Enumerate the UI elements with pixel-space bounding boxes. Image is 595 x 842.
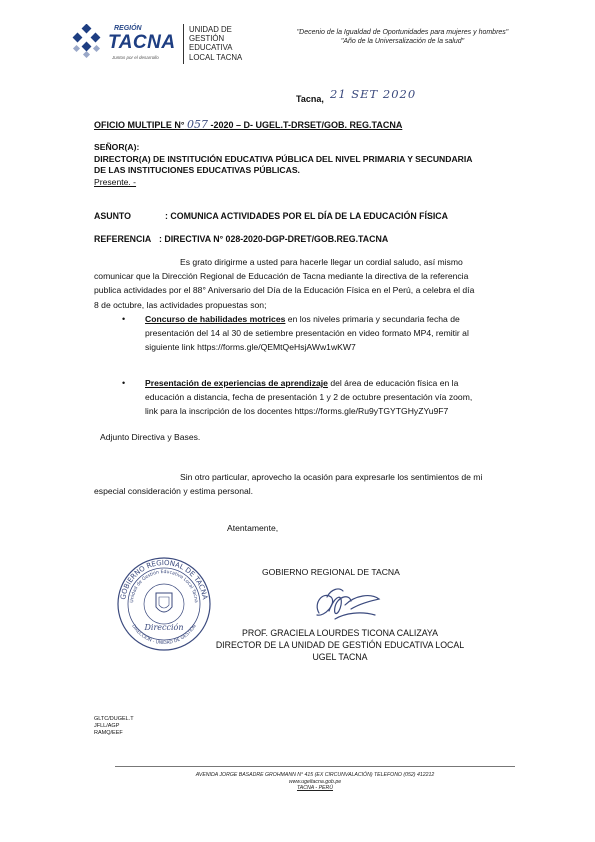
footer xyxy=(115,772,515,792)
bullet-2-title: Presentación de experiencias de aprendizaje xyxy=(145,378,328,388)
motto xyxy=(280,28,525,46)
signature-icon xyxy=(305,583,385,628)
footer-divider xyxy=(115,766,515,767)
bullet-1-line-3: siguiente link https://forms.gle/QEMtQeHsjAWw1wKW7 xyxy=(145,342,356,353)
date-stamp: 21 SET 2020 xyxy=(330,87,417,101)
addressee-line-2: DE LAS INSTITUCIONES EDUCATIVAS PÚBLICAS. xyxy=(94,165,300,175)
region-logo-icon xyxy=(70,24,104,58)
signoff-block xyxy=(195,627,485,663)
brand-slogan: Juntos por el desarrollo xyxy=(112,55,159,60)
bullet-2-line-1 xyxy=(145,376,515,390)
intro-line-1: Es grato dirigirme a usted para hacerle llegar un cordial saludo, así mismo xyxy=(180,257,463,267)
region-label: REGIÓN xyxy=(114,25,142,32)
signer-name: PROF. GRACIELA LOURDES TICONA CALIZAYA xyxy=(241,628,439,638)
seal-bottom-text: DIRECCIÓN - UNIDAD DE GESTIÓN xyxy=(130,623,198,647)
title-number: 057 xyxy=(186,118,208,131)
unit-line: EDUCATIVA xyxy=(189,43,233,53)
bullet-1-line-2: presentación del 14 al 30 de setiembre presentación en video formato MP4, remitir al xyxy=(145,328,469,339)
footer-web: www.ugeltacna.gob.pe xyxy=(288,778,342,785)
signoff-org: GOBIERNO REGIONAL DE TACNA xyxy=(262,567,400,577)
bullet-1-text: en los niveles primaria y secundaria fecha de xyxy=(285,314,460,324)
signer-role-2: UGEL TACNA xyxy=(312,652,368,662)
bullet-item-1 xyxy=(145,312,515,355)
motto-line-1: "Decenio de la Igualdad de Oportunidades para mujeres y hombres" xyxy=(296,29,509,36)
bullet-dot: • xyxy=(122,314,126,324)
seal-outer-text: GOBIERNO REGIONAL DE TACNA xyxy=(119,558,209,601)
date-city: Tacna, xyxy=(296,94,324,104)
subject-text: : COMUNICA ACTIVIDADES POR EL DÍA DE LA EDUCACIÓN FÍSICA xyxy=(165,211,448,221)
reference-text: : DIRECTIVA N° 028-2020-DGP-DRET/GOB.REG.TACNA xyxy=(159,234,389,244)
footer-place: TACNA - PERÚ xyxy=(296,785,334,792)
bullet-2-text: del área de educación física en la xyxy=(327,378,459,388)
bullet-2-line-3: link para la inscripción de los docentes https://forms.gle/Ru9yTGYTGHyZYu9F7 xyxy=(145,406,449,417)
closing-line-2: especial consideración y estima personal. xyxy=(94,486,254,497)
closing-paragraph xyxy=(94,470,516,498)
presente: Presente. - xyxy=(94,176,137,187)
subject-label: ASUNTO xyxy=(94,211,131,221)
regards: Atentamente, xyxy=(227,523,279,533)
attachment-note: Adjunto Directiva y Bases. xyxy=(100,432,201,442)
bullet-dot: • xyxy=(122,378,126,388)
unit-line: LOCAL TACNA xyxy=(189,52,243,62)
brand-name: TACNA xyxy=(108,32,176,53)
addressee-line-1: DIRECTOR(A) DE INSTITUCIÓN EDUCATIVA PÚBLICA DEL NIVEL PRIMARIA Y SECUNDARIA xyxy=(94,153,473,164)
document-title xyxy=(94,118,402,131)
header-divider xyxy=(183,24,184,64)
bullet-1-line-1 xyxy=(145,312,515,326)
title-prefix: OFICIO MULTIPLE N° xyxy=(94,120,185,130)
addressee xyxy=(94,142,472,188)
seal-center-text: Dirección xyxy=(144,623,184,632)
addressee-greeting: SEÑOR(A): xyxy=(94,142,140,152)
motto-line-2: "Año de la Universalización de la salud" xyxy=(340,38,465,45)
unit-line: UNIDAD DE xyxy=(189,25,232,34)
title-suffix: -2020 – D- UGEL.T-DRSET/GOB. REG.TACNA xyxy=(210,120,403,130)
unit-line: GESTIÓN xyxy=(189,34,225,44)
initials xyxy=(94,716,134,736)
closing-line-1: Sin otro particular, aprovecho la ocasión para expresarle los sentimientos de mi xyxy=(180,472,483,482)
bullet-item-2 xyxy=(145,376,515,419)
paragraph-intro xyxy=(94,255,514,312)
logo xyxy=(70,22,180,62)
bullet-1-title: Concurso de habilidades motrices xyxy=(145,314,286,324)
reference-label: REFERENCIA xyxy=(94,234,152,244)
initials-line: RAMQ/EEF xyxy=(94,729,123,736)
unit-name xyxy=(189,25,242,62)
signer-role-1: DIRECTOR DE LA UNIDAD DE GESTIÓN EDUCATIVA LOCAL xyxy=(215,640,465,650)
bullet-2-line-2: educación a distancia, fecha de presentación 1 y 2 de octubre presentación vía zoom, xyxy=(145,392,473,403)
footer-address: AVENIDA JORGE BASADRE GROHMANN N° 415 (EX CIRCUNVALACIÓN) TELEFONO (052) 412212 xyxy=(195,772,435,778)
intro-line-3: publica actividades por el 88° Aniversario del Día de la Educación Física en el Perú, a celebra el día xyxy=(94,285,475,296)
initials-line: JFLL/AGP xyxy=(94,722,120,729)
initials-line: GLTC/DUGEL.T xyxy=(94,716,134,722)
intro-line-4: 8 de octubre, las actividades propuestas son; xyxy=(94,299,267,310)
seal-inner-text: Unidad de Gestión Educativa Local Tacna xyxy=(129,569,198,604)
intro-line-2: comunicar que la Dirección Regional de Educación de Tacna mediante la directiva de la referencia xyxy=(94,271,469,282)
